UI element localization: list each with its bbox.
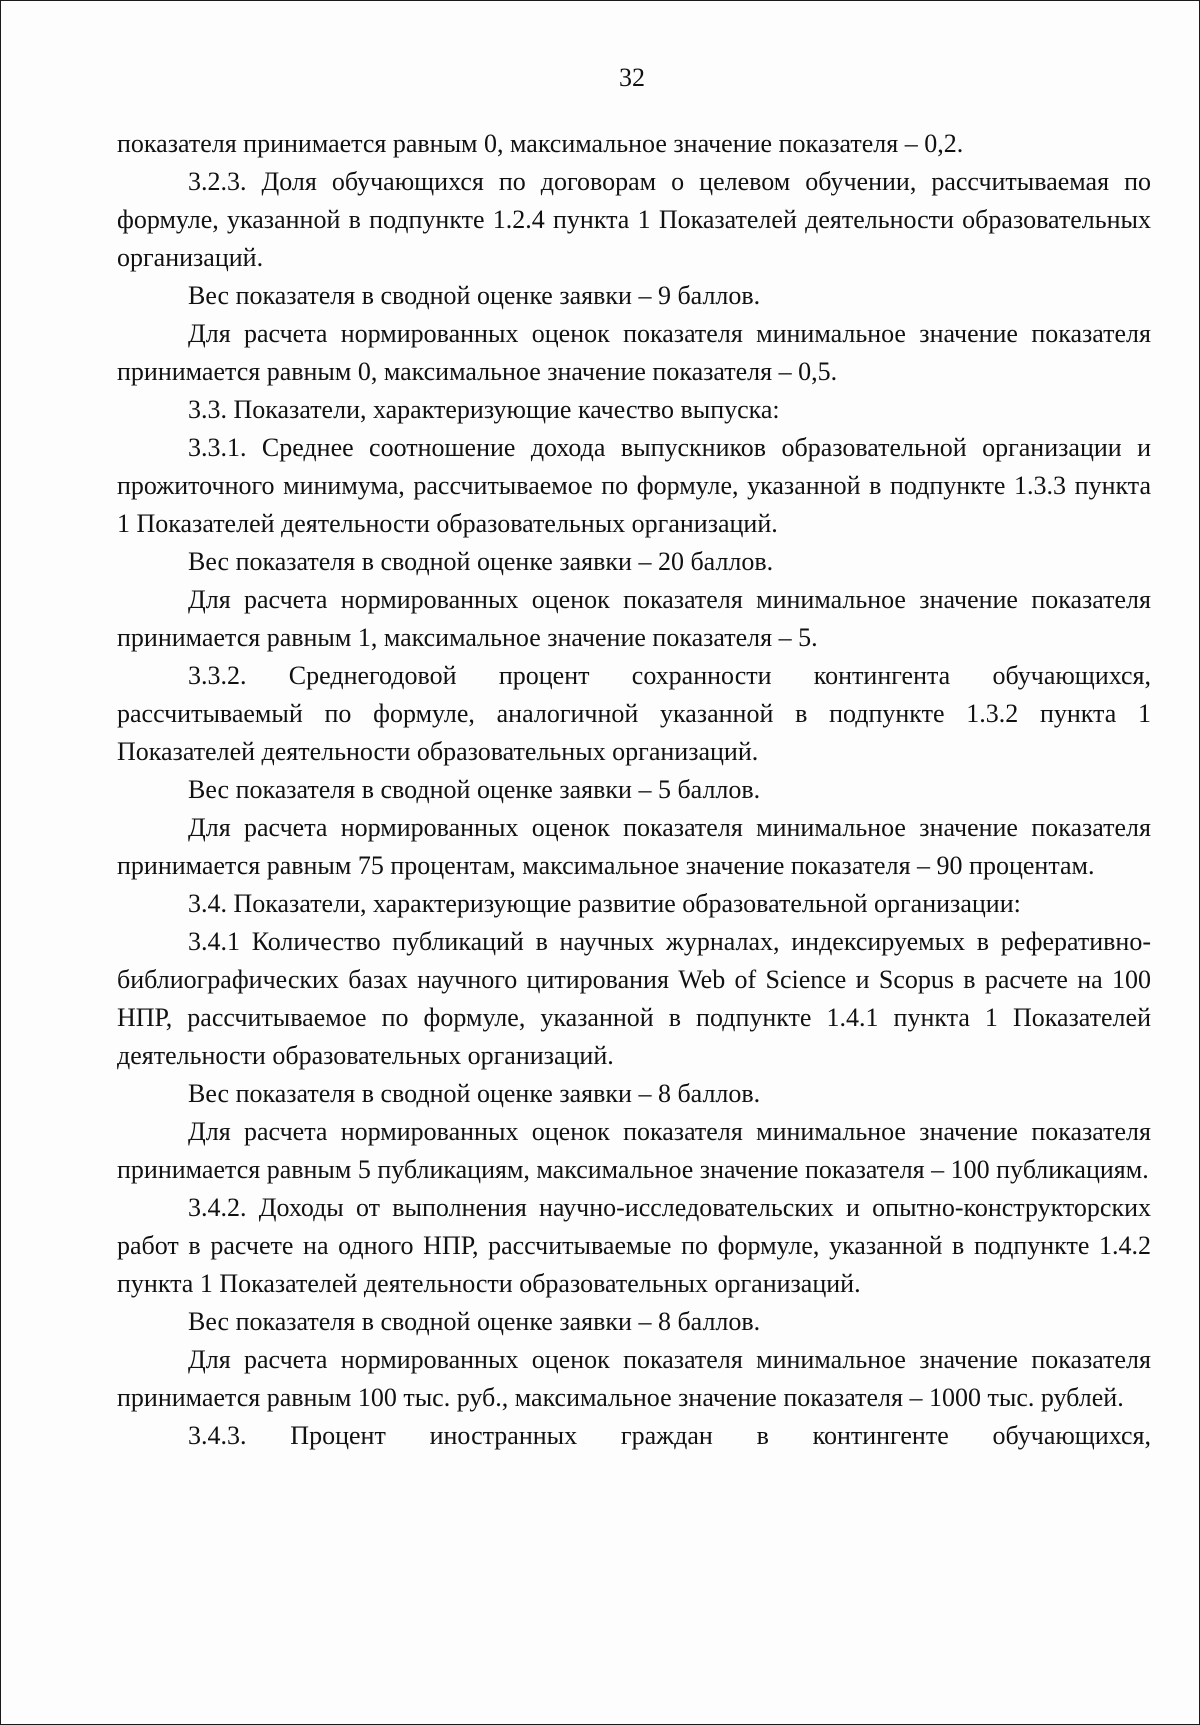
paragraph: 3.3.2. Среднегодовой процент сохранности контингента обучающихся, рассчитываемый по формуле, аналогичной указанной в подпункте 1.3.2 пункта 1 Показателей деятельности образовательных организаций. — [117, 661, 1151, 766]
paragraph: Для расчета нормированных оценок показателя минимальное значение показателя принимается равным 1, максимальное значение показателя – 5. — [117, 585, 1151, 652]
paragraph: показателя принимается равным 0, максимальное значение показателя – 0,2. — [117, 129, 964, 158]
paragraph: 3.4.1 Количество публикаций в научных журналах, индексируемых в реферативно-библиографических базах научного цитирования Web of Science и Scopus в расчете на 100 НПР, рассчитываемое по формуле, указанной в подпункте 1.4.1 пункта 1 Показателей деятельности образовательных организаций. — [117, 927, 1151, 1070]
paragraph: Вес показателя в сводной оценке заявки – 5 баллов. — [188, 775, 761, 804]
paragraph: Вес показателя в сводной оценке заявки – 8 баллов. — [188, 1079, 761, 1108]
paragraph: Для расчета нормированных оценок показателя минимальное значение показателя принимается равным 0, максимальное значение показателя – 0,5. — [117, 319, 1151, 386]
paragraph: 3.2.3. Доля обучающихся по договорам о целевом обучении, рассчитываемая по формуле, указанной в подпункте 1.2.4 пункта 1 Показателей деятельности образовательных организаций. — [117, 167, 1151, 272]
section-heading: 3.4. Показатели, характеризующие развитие образовательной организации: — [188, 889, 1021, 918]
paragraph: 3.4.2. Доходы от выполнения научно-исследовательских и опытно-конструкторских работ в расчете на одного НПР, рассчитываемые по формуле, указанной в подпункте 1.4.2 пункта 1 Показателей деятельности образовательных организаций. — [117, 1193, 1151, 1298]
page-number: 32 — [619, 63, 645, 92]
paragraph: Для расчета нормированных оценок показателя минимальное значение показателя принимается равным 75 процентам, максимальное значение показателя – 90 процентам. — [117, 813, 1151, 880]
paragraph: 3.4.3. Процент иностранных граждан в контингенте обучающихся, — [188, 1421, 1151, 1450]
paragraph: Вес показателя в сводной оценке заявки – 20 баллов. — [188, 547, 774, 576]
section-heading: 3.3. Показатели, характеризующие качество выпуска: — [188, 395, 780, 424]
paragraph: Для расчета нормированных оценок показателя минимальное значение показателя принимается равным 5 публикациям, максимальное значение показателя – 100 публикациям. — [117, 1117, 1151, 1184]
paragraph: Вес показателя в сводной оценке заявки – 9 баллов. — [188, 281, 761, 310]
paragraph: Для расчета нормированных оценок показателя минимальное значение показателя принимается равным 100 тыс. руб., максимальное значение показателя – 1000 тыс. рублей. — [117, 1345, 1151, 1412]
paragraph: 3.3.1. Среднее соотношение дохода выпускников образовательной организации и прожиточного минимума, рассчитываемое по формуле, указанной в подпункте 1.3.3 пункта 1 Показателей деятельности образовательных организаций. — [117, 433, 1151, 538]
document-body — [117, 125, 1151, 1455]
paragraph: Вес показателя в сводной оценке заявки – 8 баллов. — [188, 1307, 761, 1336]
